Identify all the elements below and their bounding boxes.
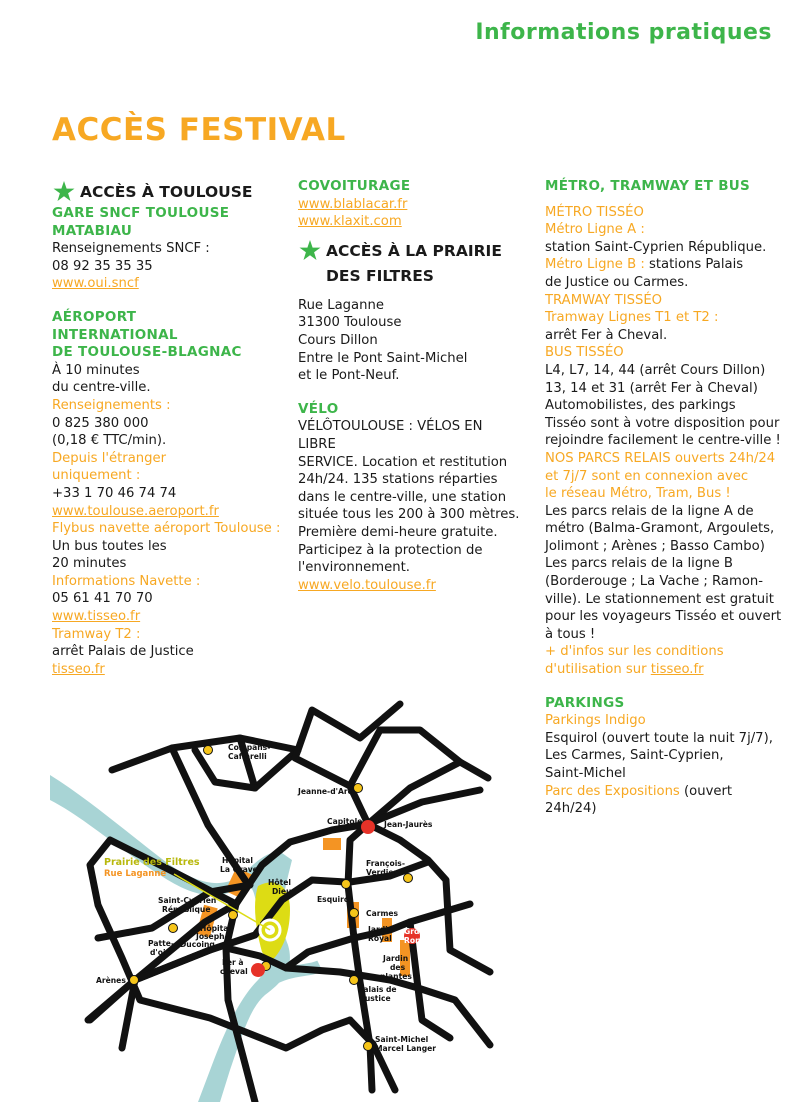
label-laganne: Rue Laganne: [104, 869, 167, 879]
label-capitole: Capitole: [327, 817, 363, 826]
aero-text: (0,18 € TTC/min).: [52, 433, 167, 449]
metro-tisseo-label: MÉTRO TISSÉO: [545, 204, 644, 220]
tisseo-link[interactable]: www.tisseo.fr: [52, 609, 141, 625]
aero-text: 0 825 380 000: [52, 415, 149, 431]
velo-link[interactable]: www.velo.toulouse.fr: [298, 577, 436, 593]
label-st-cyprien: Saint-Cyprien République: [158, 896, 217, 914]
metro-station-icon: [130, 976, 139, 985]
metro-station-icon: [342, 880, 351, 889]
aero-label: Depuis l'étranger: [52, 450, 167, 466]
bus-tisseo-label: BUS TISSÉO: [545, 345, 624, 361]
relais-line: Les parcs relais de la ligne A de: [545, 503, 754, 519]
bus-line: rejoindre facilement le centre-ville !: [545, 433, 781, 449]
label-palais: Palais de Justice: [358, 985, 397, 1003]
metro-station-icon: [251, 963, 265, 977]
page-header: Informations pratiques: [475, 20, 772, 45]
label-jeanne: Jeanne-d'Arc: [298, 787, 353, 796]
bus-line: Automobilistes, des parkings: [545, 398, 736, 414]
velo-line: l'environnement.: [298, 560, 410, 576]
metro-station-icon: [354, 784, 363, 793]
bus-line: 13, 14 et 31 (arrêt Fer à Cheval): [545, 380, 758, 396]
address-line: 31300 Toulouse: [298, 315, 402, 331]
gare-title: GARE SNCF TOULOUSE MATABIAU: [52, 205, 230, 239]
velo-line: 24h/24. 135 stations réparties: [298, 472, 498, 488]
label-hotel-dieu: Hôtel Dieu: [268, 878, 292, 896]
metro-station-icon: [404, 874, 413, 883]
gare-phone: 08 92 35 35 35: [52, 258, 153, 274]
label-jardin-royal: Jardin Royal: [368, 925, 394, 943]
metro-station-icon: [229, 911, 238, 920]
label-compans: Compans-Caffarelli: [228, 743, 271, 761]
label-jaures: Jean-Jaurès: [384, 820, 433, 829]
velo-title: VÉLO: [298, 400, 339, 417]
aeroport-title: AÉROPORT: [52, 308, 137, 325]
column-covoiturage: [298, 178, 520, 594]
aero-label: Tramway T2 :: [52, 626, 141, 642]
access-map: [50, 690, 500, 1102]
label-francois: François-Verdier: [366, 859, 405, 877]
section-heading-text: [326, 239, 502, 289]
label-hopital-grave: Hôpital La Grave: [220, 856, 258, 874]
aero-label: Renseignements :: [52, 397, 171, 413]
indigo-label: Parkings Indigo: [545, 713, 646, 729]
relais-line: Les parcs relais de la ligne B: [545, 556, 733, 572]
covoiturage-title: COVOITURAGE: [298, 178, 411, 194]
ligne-b-text: stations Palais: [644, 257, 744, 273]
aero-text: À 10 minutes: [52, 362, 140, 378]
tisseo-link[interactable]: tisseo.fr: [650, 662, 704, 678]
aero-label: Flybus navette aéroport Toulouse :: [52, 521, 281, 537]
tram-text: arrêt Fer à Cheval.: [545, 327, 668, 343]
velo-line: VÉLÔTOULOUSE : VÉLOS EN LIBRE: [298, 419, 483, 452]
address-line: et le Pont-Neuf.: [298, 368, 400, 384]
aero-text: Un bus toutes les: [52, 538, 167, 554]
bus-line: L4, L7, 14, 44 (arrêt Cours Dillon): [545, 362, 766, 378]
aero-text: 20 minutes: [52, 556, 127, 572]
metro-station-icon: [350, 976, 359, 985]
section-heading-prairie: [298, 239, 520, 289]
label-jardin-plantes: Jardin des plantes: [380, 954, 412, 981]
heading-line: ACCÈS À LA PRAIRIE: [326, 241, 502, 260]
bus-line: Tisséo sont à votre disposition pour: [545, 415, 780, 431]
parkings-line: Esquirol (ouvert toute la nuit 7j/7),: [545, 730, 773, 746]
plus-infos: + d'infos sur les conditions: [545, 644, 724, 660]
gare-line: Renseignements SNCF :: [52, 241, 210, 257]
parkings-line: Saint-Michel: [545, 766, 626, 781]
label-arenes: Arènes: [96, 976, 126, 985]
aeroport-title: INTERNATIONAL: [52, 326, 178, 343]
label-st-michel: Saint-Michel Marcel Langer: [375, 1035, 437, 1053]
metro-station-icon: [361, 820, 375, 834]
velo-line: dans le centre-ville, une station: [298, 489, 507, 505]
relais-line: ville). Le stationnement est gratuit: [545, 591, 774, 607]
relais-line: à tous !: [545, 626, 596, 642]
parc-expo-label: Parc des Expositions: [545, 783, 680, 799]
velo-line: Participez à la protection de: [298, 542, 483, 558]
transports-title: MÉTRO, TRAMWAY ET BUS: [545, 178, 751, 194]
velo-line: SERVICE. Location et restitution: [298, 454, 508, 470]
aero-text: 05 61 41 70 70: [52, 591, 153, 607]
plus-infos: d'utilisation sur: [545, 662, 651, 678]
plus-infos-row: [545, 661, 785, 679]
velo-line: située tous les 200 à 300 mètres.: [298, 507, 520, 523]
metro-station-icon: [364, 1042, 373, 1051]
metro-station-icon: [169, 924, 178, 933]
label-grd-rond: Grd Rond: [404, 927, 426, 945]
relais-line: pour les voyageurs Tisséo et ouvert: [545, 609, 782, 625]
label-esquirol: Esquirol: [317, 895, 352, 904]
aero-text: arrêt Palais de Justice: [52, 644, 194, 660]
heading-line: DES FILTRES: [326, 266, 434, 285]
address-line: Rue Laganne: [298, 297, 384, 313]
tisseo-short-link[interactable]: tisseo.fr: [52, 661, 105, 677]
relais-line: métro (Balma-Gramont, Argoulets,: [545, 521, 775, 537]
ligne-a-text: station Saint-Cyprien République.: [545, 239, 767, 255]
metro-station-icon: [204, 746, 213, 755]
velo-line: Première demi-heure gratuite.: [298, 524, 498, 540]
relais-line: Jolimont ; Arènes ; Basso Cambo): [545, 538, 765, 554]
section-heading-acces-toulouse: [52, 180, 284, 205]
label-fer: Fer à cheval: [220, 958, 248, 976]
aeroport-link[interactable]: www.toulouse.aeroport.fr: [52, 503, 219, 519]
klaxit-link[interactable]: www.klaxit.com: [298, 214, 402, 230]
label-patte: Patte-d'oie: [148, 939, 175, 957]
aero-text: du centre-ville.: [52, 380, 151, 396]
blablacar-link[interactable]: www.blablacar.fr: [298, 196, 408, 212]
relais-line: (Borderouge ; La Vache ; Ramon-: [545, 574, 764, 590]
aeroport-title: DE TOULOUSE-BLAGNAC: [52, 344, 242, 361]
column-transports: [545, 178, 785, 818]
ligne-b-text2: de Justice ou Carmes.: [545, 274, 689, 290]
parc-expo-row: [545, 783, 785, 818]
label-hopital-jd: Hôpital Joseph-Ducoing: [180, 924, 231, 949]
section-heading-text: ACCÈS À TOULOUSE: [80, 183, 253, 201]
page-title: ACCÈS FESTIVAL: [52, 112, 346, 148]
aero-label: uniquement :: [52, 468, 141, 484]
aero-text: +33 1 70 46 74 74: [52, 485, 177, 501]
star-icon: [52, 180, 76, 204]
metro-station-icon: [350, 909, 359, 918]
label-prairie: Prairie des Filtres: [104, 857, 200, 868]
relais-label: NOS PARCS RELAIS ouverts 24h/24: [545, 450, 776, 466]
parkings-line: Les Carmes, Saint-Cyprien,: [545, 748, 724, 764]
label-carmes: Carmes: [366, 909, 399, 918]
aero-label: Informations Navette :: [52, 573, 201, 589]
ligne-b-label: Métro Ligne B :: [545, 257, 645, 273]
relais-label: le réseau Métro, Tram, Bus !: [545, 486, 731, 502]
parkings-title: PARKINGS: [545, 694, 625, 711]
address-line: Cours Dillon: [298, 332, 378, 348]
relais-label: et 7j/7 sont en connexion avec: [545, 468, 749, 484]
column-acces-toulouse: [52, 180, 284, 678]
parc-expo-text: (ouvert 24h/24): [545, 783, 733, 817]
address-line: Entre le Pont Saint-Michel: [298, 350, 468, 366]
oui-sncf-link[interactable]: www.oui.sncf: [52, 276, 139, 292]
parking-capitole: [323, 838, 341, 850]
tram-tisseo-label: TRAMWAY TISSÉO: [545, 292, 663, 308]
tram-lignes-label: Tramway Lignes T1 et T2 :: [545, 310, 719, 326]
ligne-a-label: Métro Ligne A :: [545, 222, 645, 238]
ligne-b-row: [545, 256, 785, 274]
star-icon: [298, 239, 322, 263]
